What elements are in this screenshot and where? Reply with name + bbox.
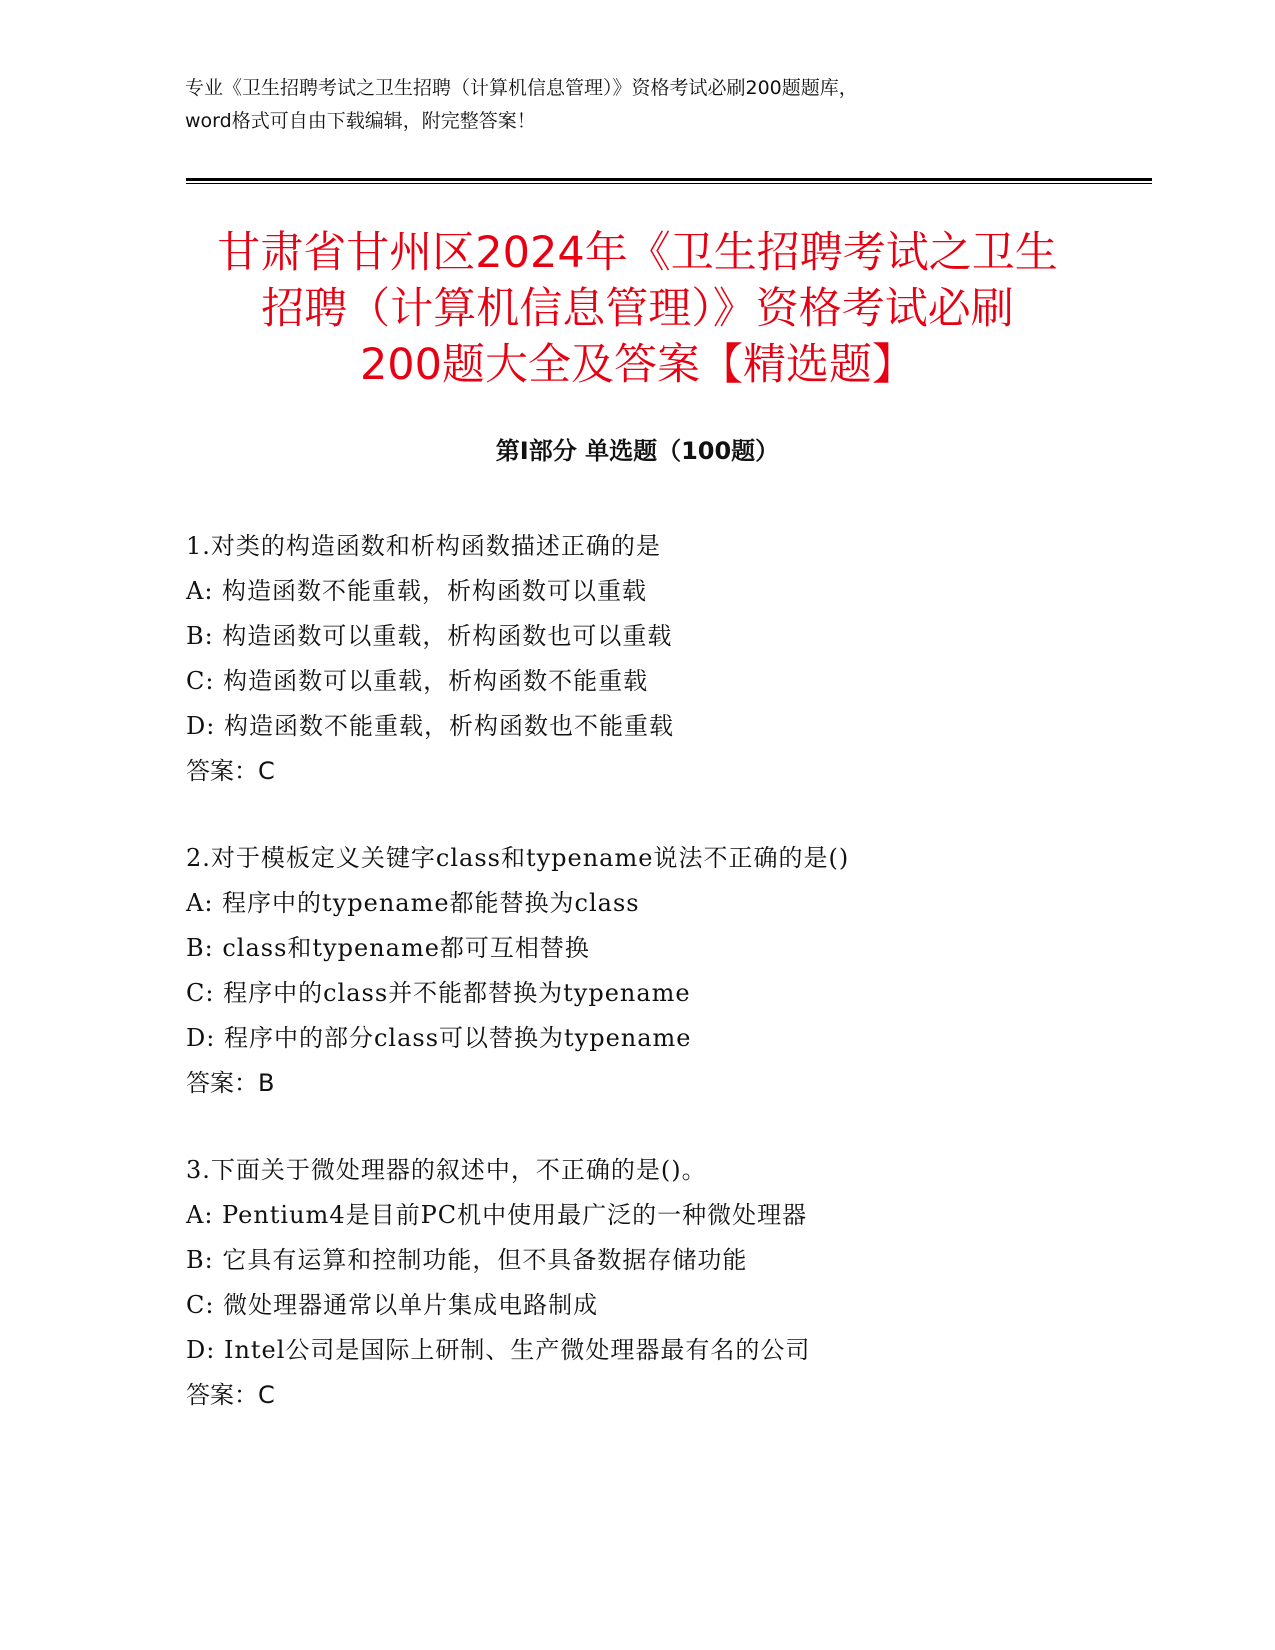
- option-d: D: 构造函数不能重载，析构函数也不能重载: [186, 712, 674, 740]
- answer-label: 答案：C: [186, 1381, 275, 1409]
- question-stem: 2.对于模板定义关键字class和typename说法不正确的是(): [186, 844, 850, 872]
- header-note-line-2: word格式可自由下载编辑，附完整答案！: [185, 110, 536, 132]
- option-b: B: class和typename都可互相替换: [186, 934, 590, 962]
- option-a: A: 构造函数不能重载，析构函数可以重载: [186, 577, 648, 605]
- option-b: B: 它具有运算和控制功能，但不具备数据存储功能: [186, 1246, 748, 1274]
- option-c: C: 程序中的class并不能都替换为typename: [186, 979, 691, 1007]
- header-note: [185, 72, 1165, 138]
- question-1: [186, 524, 1146, 794]
- answer-label: 答案：B: [186, 1069, 275, 1097]
- header-note-line-1: 专业《卫生招聘考试之卫生招聘（计算机信息管理）》资格考试必刷200题题库，: [185, 77, 858, 99]
- question-stem: 1.对类的构造函数和析构函数描述正确的是: [186, 532, 661, 560]
- option-c: C: 构造函数可以重载，析构函数不能重载: [186, 667, 649, 695]
- question-stem: 3.下面关于微处理器的叙述中，不正确的是()。: [186, 1156, 707, 1184]
- option-b: B: 构造函数可以重载，析构函数也可以重载: [186, 622, 673, 650]
- header-rule-thick: [186, 178, 1152, 181]
- title-line-2: 招聘（计算机信息管理）》资格考试必刷: [261, 284, 1014, 334]
- question-3: [186, 1148, 1146, 1418]
- option-a: A: 程序中的typename都能替换为class: [186, 889, 640, 917]
- title-line-3: 200题大全及答案【精选题】: [359, 340, 916, 390]
- question-2: [186, 836, 1146, 1106]
- header-rule-thin: [186, 183, 1152, 184]
- option-d: D: 程序中的部分class可以替换为typename: [186, 1024, 692, 1052]
- document-title: [140, 225, 1135, 393]
- option-a: A: Pentium4是目前PC机中使用最广泛的一种微处理器: [186, 1201, 808, 1229]
- option-c: C: 微处理器通常以单片集成电路制成: [186, 1291, 599, 1319]
- title-line-1: 甘肃省甘州区2024年《卫生招聘考试之卫生: [217, 228, 1058, 278]
- question-list: [186, 524, 1146, 1460]
- answer-label: 答案：C: [186, 757, 275, 785]
- option-d: D: Intel公司是国际上研制、生产微处理器最有名的公司: [186, 1336, 811, 1364]
- section-title: 第Ⅰ部分 单选题（100题）: [495, 437, 780, 465]
